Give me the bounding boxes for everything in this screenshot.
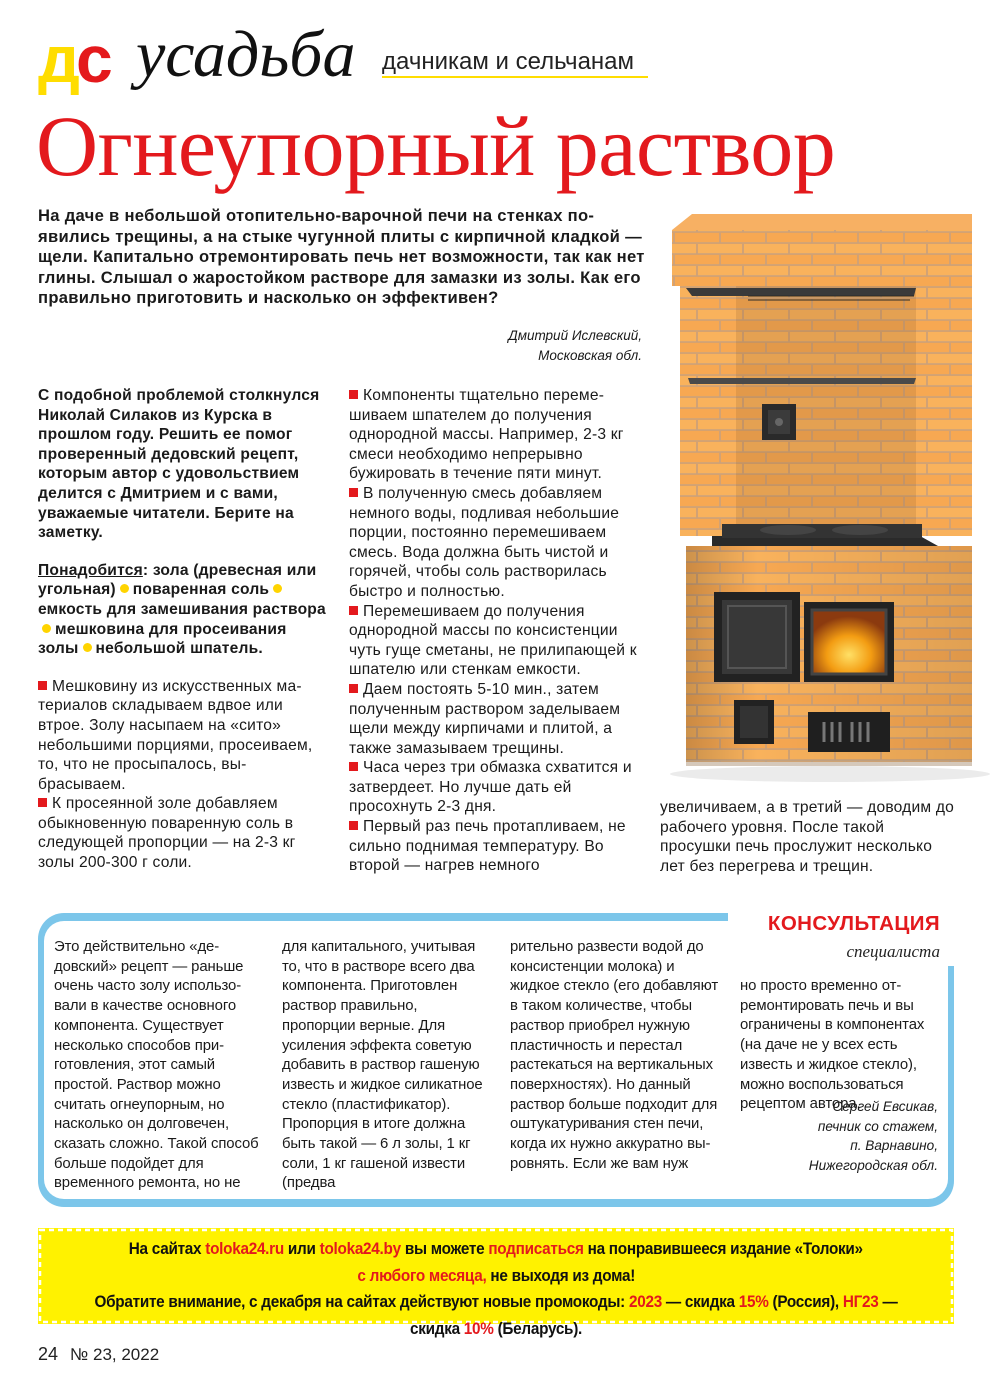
consultation-column-2: для капитального, учитывая то, что в растворе всего два компонента. Приготовлен раствор правильно, пропорции верные. Для усиления эффекта советую добавить в раствор гашеную известь и жидкое силикатное стекло (пластификатор). Пропорция в итоге должна быть такой — 6 л золы, 1 кг соли, 1 кг гашеной извести (предва: [282, 939, 483, 1192]
step-paragraph: К просеянной золе добавляем обыкновенную поваренную соль в следующей пропорции — на 2-3 кг золы 200-300 г соли.: [38, 795, 296, 872]
yellow-dot-icon: [83, 643, 92, 652]
article-column-1: [38, 386, 326, 873]
yellow-dot-icon: [42, 624, 51, 633]
page-footer: [38, 1343, 159, 1366]
article-lead: С подобной проблемой столкнулся Николай Силаков из Курска в прошлом году. Решить ее помог проверенный дедовский рецепт, которым автор с удовольствием делится с Дмитрием и с вами, уважаемые читатели. Берите на заметку.: [38, 387, 320, 542]
reader-question: На даче в небольшой отопительно-варочной печи на стенках появились трещины, а на стыке чугунной плиты с кирпичной кладкой — щели. Капитально отремонтировать печь нет возможности, так как нет глины. Слышал о жаростойком растворе для замазки из золы. Как его правильно приготовить и насколько он эффективен?: [38, 206, 645, 307]
question-author-region: Московская обл.: [538, 348, 642, 363]
needs-item: небольшой шпатель.: [95, 640, 263, 658]
promo-code-2: НГ23: [842, 1292, 879, 1311]
consultation-title: КОНСУЛЬТАЦИЯ: [767, 912, 940, 935]
rubric-logo: [38, 22, 110, 96]
promo-text: [38, 1236, 954, 1342]
red-square-icon: [349, 606, 358, 615]
needs-item: емкость для замешивания раствора: [38, 600, 326, 618]
promo-line-2: с любого месяца, не выходя из дома!: [357, 1265, 635, 1285]
question-author: [420, 326, 642, 366]
red-square-icon: [38, 681, 47, 690]
consultation-author: Сергей Евсикав, печник со стажем, п. Варнавино, Нижегородская обл.: [808, 1099, 938, 1173]
step-paragraph: Перемешиваем до получения однородной массы по консистенции чуть гуще сметаны, не прилипающей к шпателю или стенкам емкости.: [349, 602, 637, 679]
promo-line-1-content: На сайтах toloka24.ru или toloka24.by вы можете подписаться на понравившееся издание «Толоки»: [128, 1239, 864, 1258]
red-square-icon: [349, 762, 358, 771]
consultation-column-3: рительно развести водой до консистенции молока) и жидкое стекло (его добавляют в таком количестве, чтобы раствор приобрел нужную пластичность и перестал растекаться на вертикальных поверхностях). Но данный раствор больше подходит для оштукатуривания стен печи, когда их нужно аккуратно выровнять. Если же вам нуж: [510, 939, 719, 1172]
needs-item: мешковина для просеивания золы: [38, 620, 287, 658]
red-square-icon: [349, 684, 358, 693]
rubric-underline: [382, 76, 648, 78]
step-paragraph: В полученную смесь добавляем немного воды, подливая небольшие порции, постоянно перемешиваем смесь. Вода должна быть чистой и горячей, чтобы соль растворилась быстро и полностью.: [349, 484, 620, 600]
promo-line-1: [38, 1236, 954, 1263]
rubric-subtitle: дачникам и сельчанам: [382, 48, 635, 75]
subscribe-link[interactable]: подписаться: [488, 1239, 584, 1258]
brick-stove-photo: [652, 200, 990, 790]
needs-label: Понадобится: [38, 561, 143, 579]
consultation-column-1: Это действительно «дедовский» рецепт — раньше очень часто золу использовали в качестве основного компонента. Существует несколько способов приготовления, этот самый простой. Раствор можно считать огнеупорным, но насколько он долговечен, сказать сложно. Такой способ больше подойдет для временного ремонта, но не: [54, 939, 259, 1192]
step-paragraph: Часа через три обмазка схватится и затвердеет. Но лучше дать ей просохнуть 2-3 дня.: [349, 759, 632, 816]
consultation-column-4: но просто временно отремонтировать печь и вы ограничены в компонентах (на даче не у всех есть известь и жидкое стекло), можно воспользоваться рецептом автора.: [740, 978, 925, 1113]
promo-code-1: 2023: [628, 1292, 662, 1311]
rubric-letter-d: д: [38, 22, 77, 96]
needs-item: поваренная соль: [132, 581, 270, 599]
issue-number: № 23, 2022: [70, 1345, 160, 1364]
page-number: 24: [38, 1344, 59, 1364]
site-link-ru[interactable]: toloka24.ru: [205, 1239, 285, 1258]
step-paragraph: Компоненты тщательно перемешиваем шпателем до получения однородной массы. Например, 2-3 кг смеси необходимо непрерывно бужировать в течение пяти минут.: [349, 387, 624, 483]
promo-line-3: Обратите внимание, с декабря на сайтах действуют новые промокоды: 2023 — скидка 15% (Россия), НГ23 — скидка 10% (Беларусь).: [94, 1292, 898, 1338]
red-square-icon: [349, 390, 358, 399]
needs-item: зола (древесная или угольная): [38, 561, 317, 599]
yellow-dot-icon: [273, 584, 282, 593]
rubric-name: усадьба: [136, 18, 356, 91]
step-paragraph: Мешковину из искусственных материалов складываем вдвое или втрое. Золу насыпаем на «сито» небольшими порциями, просеиваем, то, что не просыпалось, выбрасываем.: [38, 677, 313, 793]
article-headline: Огнеупорный раствор: [36, 98, 836, 194]
article-column-2: [349, 386, 641, 876]
red-square-icon: [38, 798, 47, 807]
step-paragraph: Первый раз печь протапливаем, не сильно поднимая температуру. Во второй — нагрев немного: [349, 818, 626, 875]
red-square-icon: [349, 488, 358, 497]
needs-list: Понадобится: зола (древесная или угольная) поваренная сольемкость для замешивания растворамешковина для просеивания золы небольшой шпатель.: [38, 561, 326, 658]
site-link-by[interactable]: toloka24.by: [319, 1239, 402, 1258]
rubric-letter-s: с: [76, 22, 110, 96]
article-column-3: увеличиваем, а в третий — доводим до рабочего уровня. После такой просушки печь прослужит несколько лет без перегрева и трещин.: [660, 799, 955, 875]
yellow-dot-icon: [120, 584, 129, 593]
red-square-icon: [349, 821, 358, 830]
consultation-subtitle: специалиста: [846, 942, 940, 961]
question-author-name: Дмитрий Ислевский,: [508, 328, 642, 343]
step-paragraph: Даем постоять 5-10 мин., затем полученным раствором заделываем щели между кирпичами и плитой, а также замазываем трещины.: [349, 680, 621, 757]
